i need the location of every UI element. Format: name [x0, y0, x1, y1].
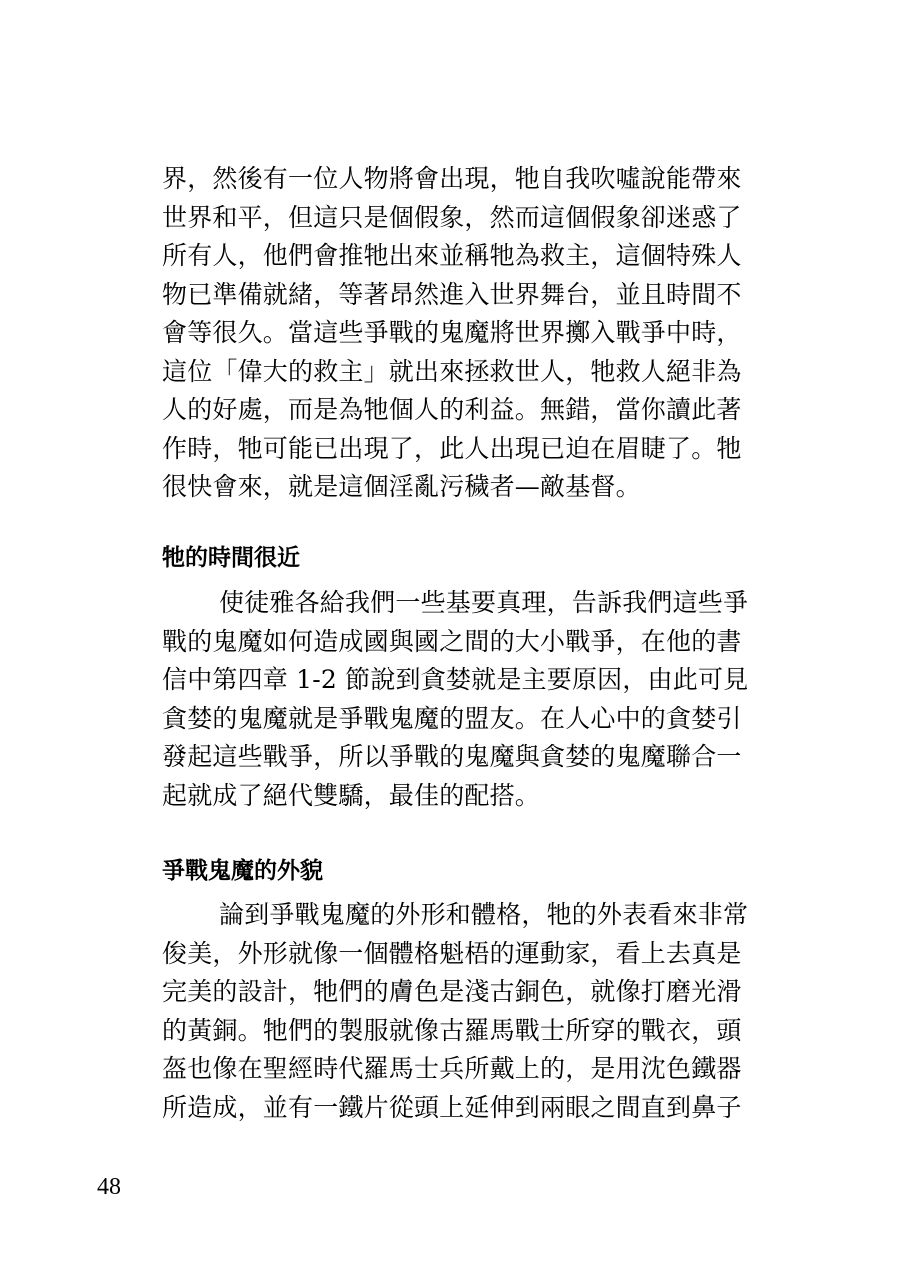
text-line: 信中第四章 1-2 節說到貪婪就是主要原因，由此可見 [162, 665, 749, 694]
text-line: 發起這些戰爭，所以爭戰的鬼魔與貪婪的鬼魔聯合一 [162, 742, 742, 771]
text-line: 世界和平，但這只是個假象，然而這個假象卻迷惑了 [162, 202, 742, 232]
text-line: 戰的鬼魔如何造成國與國之間的大小戰爭，在他的書 [162, 626, 742, 656]
text-line: 這位「偉大的救主」就出來拯救世人，牠救人絕非為 [162, 356, 742, 386]
text-line: 會等很久。當這些爭戰的鬼魔將世界擲入戰爭中時， [162, 318, 742, 347]
text-line: 使徒雅各給我們一些基要真理，告訴我們這些爭 [219, 588, 749, 617]
text-line: 盔也像在聖經時代羅馬士兵所戴上的，是用沈色鐵器 [162, 1054, 742, 1083]
text-line: 起就成了絕代雙驕，最佳的配搭。 [162, 780, 541, 810]
text-line: 所造成，並有一鐵片從頭上延伸到兩眼之間直到鼻子 [162, 1092, 742, 1122]
section-heading: 牠的時間很近 [162, 545, 300, 571]
text-line: 很快會來，就是這個淫亂污穢者—敵基督。 [162, 472, 641, 501]
text-line: 作時，牠可能已出現了，此人出現已迫在眉睫了。牠 [162, 433, 742, 463]
text-line: 所有人，他們會推牠出來並稱牠為救主，這個特殊人 [162, 241, 742, 270]
text-line: 的黃銅。牠們的製服就像古羅馬戰士所穿的戰衣，頭 [162, 1015, 742, 1045]
text-line: 人的好處，而是為牠個人的利益。無錯，當你讀此著 [162, 395, 742, 424]
page-number: 48 [97, 1174, 121, 1200]
paragraph-continuation [162, 160, 762, 507]
text-line: 界，然後有一位人物將會出現，牠自我吹噓說能帶來 [162, 164, 742, 193]
text-line: 完美的設計，牠們的膚色是淺古銅色，就像打磨光滑 [162, 977, 742, 1006]
section-paragraph [162, 896, 762, 1127]
text-line: 物已準備就緒，等著昂然進入世界舞台，並且時間不 [162, 279, 742, 309]
text-line: 論到爭戰鬼魔的外形和體格，牠的外表看來非常 [219, 900, 749, 929]
section-heading: 爭戰鬼魔的外貌 [162, 858, 323, 884]
section-paragraph [162, 584, 762, 815]
text-line: 俊美，外形就像一個體格魁梧的運動家，看上去真是 [162, 938, 742, 968]
text-line: 貪婪的鬼魔就是爭戰鬼魔的盟友。在人心中的貪婪引 [162, 703, 742, 733]
